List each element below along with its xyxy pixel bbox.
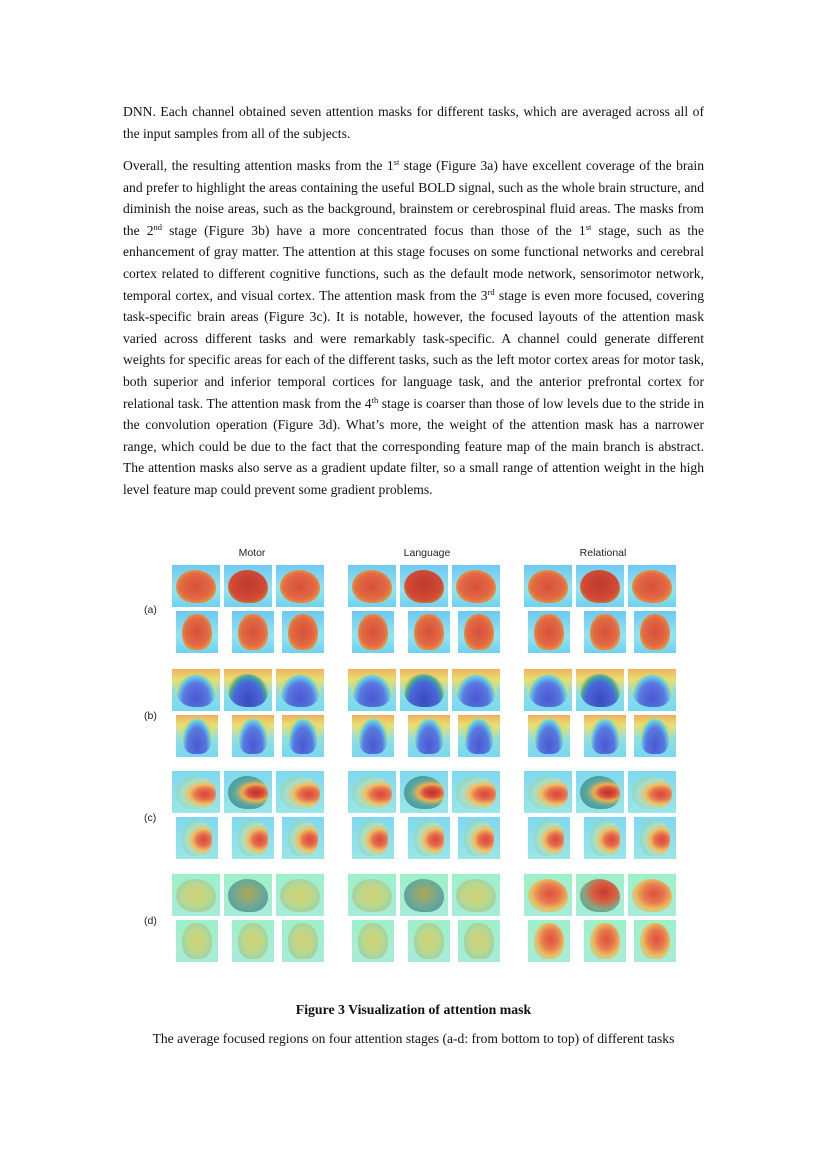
heatmap-overlay xyxy=(640,820,670,855)
text-run: stage (Figure 3b) have a more concentrated focus than those of the 1 xyxy=(162,222,586,238)
brain-slice-motor-b-sagittal-2 xyxy=(224,669,272,711)
paragraph-overall xyxy=(123,155,704,501)
paragraph-intro: DNN. Each channel obtained seven attention masks for different tasks, which are averaged across all of the input samples from all of the subjects. xyxy=(123,104,704,141)
heatmap-overlay xyxy=(280,570,320,603)
heatmap-overlay xyxy=(632,570,672,603)
heatmap-overlay xyxy=(580,674,620,707)
brain-slice-relational-d-sagittal-2 xyxy=(576,874,624,916)
brain-slice-relational-d-sagittal-1 xyxy=(524,874,572,916)
brain-slice-relational-c-sagittal-2 xyxy=(576,771,624,813)
column-title-motor: Motor xyxy=(238,547,266,559)
brain-slice-motor-c-coronal-1 xyxy=(176,817,218,859)
brain-slice-motor-b-sagittal-3 xyxy=(276,669,324,711)
brain-slice-language-a-sagittal-2 xyxy=(400,565,448,607)
text-run: stage, such as the enhancement of gray matter. The attention at this stage focuses on some functional networks and cerebral cortex related to different cognitive functions, such as the default mode network, sensorimotor network, temporal cortex, and visual cortex. The attention mask from the 3 xyxy=(123,222,704,303)
ordinal-sup: st xyxy=(585,221,592,232)
brain-slice-relational-b-coronal-1 xyxy=(528,715,570,757)
brain-slice-relational-d-coronal-1 xyxy=(528,920,570,962)
brain-slice-relational-b-sagittal-2 xyxy=(576,669,624,711)
brain-slice-motor-d-sagittal-1 xyxy=(172,874,220,916)
brain-slice-language-c-sagittal-3 xyxy=(452,771,500,813)
brain-slice-motor-c-coronal-3 xyxy=(282,817,324,859)
heatmap-overlay xyxy=(358,614,388,649)
brain-slice-motor-b-coronal-3 xyxy=(282,715,324,757)
heatmap-overlay xyxy=(352,776,392,809)
brain-slice-language-b-coronal-3 xyxy=(458,715,500,757)
brain-slice-motor-d-coronal-3 xyxy=(282,920,324,962)
brain-slice-motor-d-sagittal-2 xyxy=(224,874,272,916)
heatmap-overlay xyxy=(528,776,568,809)
heatmap-overlay xyxy=(228,674,268,707)
heatmap-overlay xyxy=(528,570,568,603)
heatmap-overlay xyxy=(464,718,494,753)
figure-caption-text: The average focused regions on four attention stages (a-d: from bottom to top) of different tasks xyxy=(152,1031,675,1046)
brain-slice-motor-c-coronal-2 xyxy=(232,817,274,859)
heatmap-overlay xyxy=(640,614,670,649)
brain-slice-motor-c-sagittal-3 xyxy=(276,771,324,813)
heatmap-overlay xyxy=(404,776,444,809)
brain-slice-language-d-sagittal-2 xyxy=(400,874,448,916)
heatmap-overlay xyxy=(580,776,620,809)
heatmap-overlay xyxy=(288,923,318,958)
brain-slice-motor-a-coronal-2 xyxy=(232,611,274,653)
heatmap-overlay xyxy=(580,570,620,603)
brain-slice-language-d-coronal-1 xyxy=(352,920,394,962)
heatmap-overlay xyxy=(456,879,496,912)
heatmap-overlay xyxy=(352,570,392,603)
heatmap-overlay xyxy=(238,923,268,958)
brain-slice-relational-a-sagittal-2 xyxy=(576,565,624,607)
brain-slice-motor-a-sagittal-2 xyxy=(224,565,272,607)
heatmap-overlay xyxy=(414,718,444,753)
heatmap-overlay xyxy=(228,776,268,809)
brain-slice-motor-b-coronal-1 xyxy=(176,715,218,757)
heatmap-overlay xyxy=(280,674,320,707)
heatmap-overlay xyxy=(358,923,388,958)
heatmap-overlay xyxy=(288,614,318,649)
heatmap-overlay xyxy=(238,614,268,649)
heatmap-overlay xyxy=(182,820,212,855)
brain-slice-language-b-sagittal-2 xyxy=(400,669,448,711)
row-label-d: (d) xyxy=(144,915,157,927)
text-run: stage (Figure 3a) have excellent coverage of the brain and prefer to highlight the areas containing the useful BOLD signal, such as the whole brain structure, and diminish the noise areas, such as the background, brainstem or cerebrospinal fluid areas. The masks from the 2 xyxy=(123,158,704,238)
brain-slice-relational-b-sagittal-1 xyxy=(524,669,572,711)
brain-slice-language-b-coronal-1 xyxy=(352,715,394,757)
heatmap-overlay xyxy=(228,570,268,603)
text-run: stage is coarser than those of low levels due to the stride in the convolution operation (Figure 3d). What’s more, the weight of the attention mask has a narrower range, which could be due to the fact that the corresponding feature map of the main branch is abstract. The attention masks also serve as a gradient update filter, so a small range of attention weight in the high level feature map could prevent some gradient problems. xyxy=(123,395,705,497)
row-label-a: (a) xyxy=(144,604,157,616)
heatmap-overlay xyxy=(280,879,320,912)
heatmap-overlay xyxy=(640,923,670,958)
brain-slice-language-c-coronal-3 xyxy=(458,817,500,859)
brain-slice-motor-b-sagittal-1 xyxy=(172,669,220,711)
brain-slice-relational-a-sagittal-3 xyxy=(628,565,676,607)
ordinal-sup: rd xyxy=(487,286,495,297)
brain-slice-motor-d-coronal-1 xyxy=(176,920,218,962)
heatmap-overlay xyxy=(414,923,444,958)
heatmap-overlay xyxy=(590,614,620,649)
brain-slice-relational-c-coronal-2 xyxy=(584,817,626,859)
brain-slice-relational-c-coronal-1 xyxy=(528,817,570,859)
brain-slice-motor-a-coronal-3 xyxy=(282,611,324,653)
heatmap-overlay xyxy=(528,674,568,707)
heatmap-overlay xyxy=(176,879,216,912)
text-run: stage is even more focused, covering task-specific brain areas (Figure 3c). It is notable, however, the focused layouts of the attention mask varied across different tasks and were remarkably task-specific. A channel could generate different weights for specific areas for each of the different tasks, such as the left motor cortex areas for motor task, both superior and inferior temporal cortices for language task, and the anterior prefrontal cortex for relational task. The attention mask from the 4 xyxy=(123,287,704,411)
brain-slice-language-b-sagittal-1 xyxy=(348,669,396,711)
heatmap-overlay xyxy=(182,614,212,649)
heatmap-overlay xyxy=(404,879,444,912)
brain-slice-relational-a-sagittal-1 xyxy=(524,565,572,607)
brain-slice-relational-c-sagittal-1 xyxy=(524,771,572,813)
heatmap-overlay xyxy=(632,674,672,707)
brain-slice-motor-d-coronal-2 xyxy=(232,920,274,962)
brain-slice-relational-c-sagittal-3 xyxy=(628,771,676,813)
brain-slice-language-a-sagittal-1 xyxy=(348,565,396,607)
row-label-b: (b) xyxy=(144,710,157,722)
brain-slice-language-c-coronal-1 xyxy=(352,817,394,859)
heatmap-overlay xyxy=(352,879,392,912)
brain-slice-language-d-sagittal-1 xyxy=(348,874,396,916)
heatmap-overlay xyxy=(228,879,268,912)
brain-slice-language-b-sagittal-3 xyxy=(452,669,500,711)
brain-slice-relational-b-sagittal-3 xyxy=(628,669,676,711)
brain-slice-language-a-coronal-1 xyxy=(352,611,394,653)
column-title-relational: Relational xyxy=(579,547,627,559)
brain-slice-relational-d-sagittal-3 xyxy=(628,874,676,916)
heatmap-overlay xyxy=(464,923,494,958)
brain-slice-motor-a-sagittal-3 xyxy=(276,565,324,607)
ordinal-sup: th xyxy=(371,394,379,405)
heatmap-overlay xyxy=(640,718,670,753)
heatmap-overlay xyxy=(590,820,620,855)
brain-slice-relational-a-coronal-1 xyxy=(528,611,570,653)
brain-slice-relational-d-coronal-2 xyxy=(584,920,626,962)
heatmap-overlay xyxy=(464,820,494,855)
brain-slice-relational-c-coronal-3 xyxy=(634,817,676,859)
heatmap-overlay xyxy=(456,776,496,809)
heatmap-overlay xyxy=(456,674,496,707)
brain-slice-relational-a-coronal-2 xyxy=(584,611,626,653)
heatmap-overlay xyxy=(182,718,212,753)
brain-slice-motor-a-sagittal-1 xyxy=(172,565,220,607)
brain-slice-language-a-coronal-2 xyxy=(408,611,450,653)
brain-slice-motor-d-sagittal-3 xyxy=(276,874,324,916)
heatmap-overlay xyxy=(404,570,444,603)
heatmap-overlay xyxy=(238,718,268,753)
brain-slice-motor-c-sagittal-2 xyxy=(224,771,272,813)
heatmap-overlay xyxy=(176,674,216,707)
text-run: Overall, the resulting attention masks from the 1 xyxy=(123,158,394,173)
brain-slice-language-a-sagittal-3 xyxy=(452,565,500,607)
brain-slice-motor-a-coronal-1 xyxy=(176,611,218,653)
heatmap-overlay xyxy=(358,718,388,753)
heatmap-overlay xyxy=(176,570,216,603)
heatmap-overlay xyxy=(632,776,672,809)
heatmap-overlay xyxy=(590,718,620,753)
brain-slice-language-d-coronal-3 xyxy=(458,920,500,962)
heatmap-overlay xyxy=(464,614,494,649)
heatmap-overlay xyxy=(534,820,564,855)
brain-slice-motor-c-sagittal-1 xyxy=(172,771,220,813)
heatmap-overlay xyxy=(580,879,620,912)
brain-slice-language-d-coronal-2 xyxy=(408,920,450,962)
heatmap-overlay xyxy=(280,776,320,809)
heatmap-overlay xyxy=(590,923,620,958)
brain-slice-motor-b-coronal-2 xyxy=(232,715,274,757)
heatmap-overlay xyxy=(534,923,564,958)
heatmap-overlay xyxy=(534,614,564,649)
brain-slice-language-c-coronal-2 xyxy=(408,817,450,859)
heatmap-overlay xyxy=(238,820,268,855)
heatmap-overlay xyxy=(176,776,216,809)
brain-slice-relational-b-coronal-3 xyxy=(634,715,676,757)
heatmap-overlay xyxy=(182,923,212,958)
brain-slice-relational-d-coronal-3 xyxy=(634,920,676,962)
brain-slice-language-c-sagittal-2 xyxy=(400,771,448,813)
heatmap-overlay xyxy=(534,718,564,753)
heatmap-overlay xyxy=(456,570,496,603)
ordinal-sup: nd xyxy=(153,221,163,232)
brain-slice-relational-b-coronal-2 xyxy=(584,715,626,757)
heatmap-overlay xyxy=(528,879,568,912)
heatmap-overlay xyxy=(352,674,392,707)
heatmap-overlay xyxy=(632,879,672,912)
row-label-c: (c) xyxy=(144,812,157,824)
brain-slice-language-c-sagittal-1 xyxy=(348,771,396,813)
brain-slice-language-b-coronal-2 xyxy=(408,715,450,757)
brain-slice-language-a-coronal-3 xyxy=(458,611,500,653)
heatmap-overlay xyxy=(414,820,444,855)
brain-slice-language-d-sagittal-3 xyxy=(452,874,500,916)
heatmap-overlay xyxy=(414,614,444,649)
ordinal-sup: st xyxy=(393,157,400,167)
heatmap-overlay xyxy=(358,820,388,855)
column-title-language: Language xyxy=(403,547,451,559)
heatmap-overlay xyxy=(288,718,318,753)
heatmap-overlay xyxy=(404,674,444,707)
figure-caption-title: Figure 3 Visualization of attention mask xyxy=(295,1002,532,1017)
heatmap-overlay xyxy=(288,820,318,855)
brain-slice-relational-a-coronal-3 xyxy=(634,611,676,653)
